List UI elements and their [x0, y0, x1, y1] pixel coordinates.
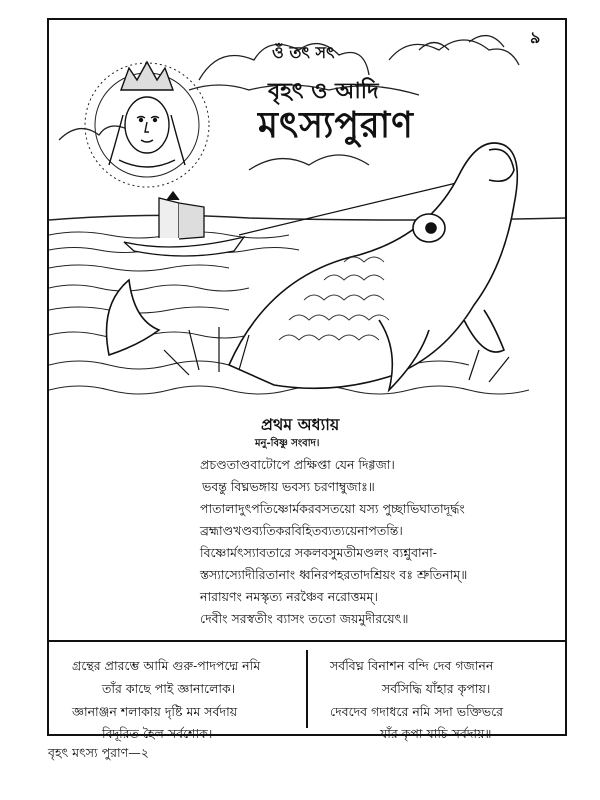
- page-footer: বৃহৎ মৎস্য পুরাণ—২: [48, 745, 149, 760]
- verse-line: বিষ্ণোর্মৎস্যাবতারে সকলবসুমতীমণ্ডলং ব্যশ্নুবানা-: [200, 545, 437, 560]
- poem-line: গ্রন্থের প্রারম্ভে আমি গুরু-পাদপদ্মে নমি: [72, 658, 261, 673]
- verse-line: স্তস্যাস্যোদীরিতানাং ধ্বনিরপহরতাদশ্রিয়ং বঃ শ্রুতিনাম্॥: [200, 567, 468, 582]
- verse-line: ব্রহ্মাণ্ডখণ্ডব্যতিকরবিহিতব্যত্যয়েনাপতন্তি।: [200, 523, 403, 538]
- page-number: ৯: [530, 28, 541, 47]
- chapter-dialogue: মনু-বিষ্ণু সংবাদ।: [255, 438, 320, 449]
- verse-line: প্রচণ্ডতাণ্ডবাটোপে প্রক্ষিপ্তা যেন দিগ্গজা।: [200, 457, 395, 472]
- poem-line: তাঁর কাছে পাই জ্ঞানালোক।: [102, 681, 236, 696]
- boat-drawing: [124, 192, 244, 256]
- poem-line: সর্বসিদ্ধি যাঁহার কৃপায়।: [382, 681, 491, 696]
- verse-line: নারায়ণং নমস্কৃত্য নরঞ্চৈব নরোত্তমম্।: [200, 589, 378, 604]
- poem-line: সর্ববিঘ্ন বিনাশন বন্দি দেব গজানন: [330, 658, 494, 673]
- subtitle: বৃহৎ ও আদি: [268, 78, 379, 104]
- section-divider: [47, 640, 567, 642]
- chapter-title: প্রথম অধ্যায়: [261, 415, 340, 434]
- sanskrit-verse: [200, 454, 560, 630]
- verse-line: ভবন্তু বিঘ্নভঙ্গায় ভবস্য চরণাম্বুজাঃ॥: [202, 479, 375, 494]
- verse-line: পাতালাদুৎপতিষ্ণোর্মকরবসতয়ো যস্য পুচ্ছাভিঘাতাদূর্দ্ধং: [200, 501, 465, 516]
- poem-line: জ্ঞানাঞ্জন শলাকায় দৃষ্টি মম সর্বদায়: [72, 704, 238, 719]
- page-title: মৎস্যপুরাণ: [258, 104, 414, 146]
- vishnu-face: [109, 62, 185, 167]
- om-tat-sat: ওঁ তৎ সৎ: [272, 43, 335, 62]
- column-divider: [306, 650, 308, 728]
- poem-line: বিদূরিত হৈল সর্বশোক।: [102, 726, 213, 741]
- poem-line: যাঁর কৃপা যাচি সর্বদায়॥: [380, 726, 492, 741]
- poem-line: দেবদেব গদাধরে নমি সদা ভক্তিভরে: [330, 704, 503, 719]
- fish-drawing: [107, 143, 518, 390]
- verse-line: দেবীং সরস্বতীং ব্যাসং ততো জয়মুদীরয়েৎ॥: [200, 611, 409, 626]
